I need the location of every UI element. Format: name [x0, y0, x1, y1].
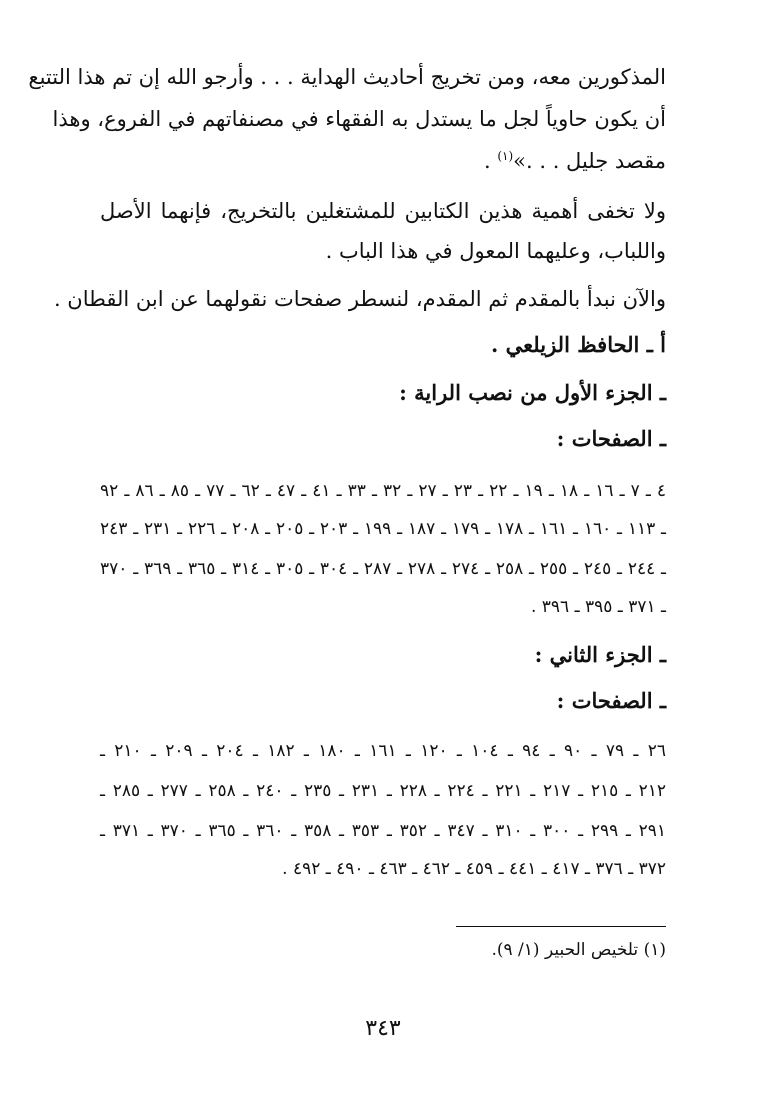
paragraph-1-line-2: أن يكون حاوياً لجل ما يستدل به الفقهاء في مصنفاتهم في الفروع، وهذا: [52, 107, 666, 131]
paragraph-1-line-1: المذكورين معه، ومن تخريج أحاديث الهداية . . . وأرجو الله إن تم هذا التتبع: [28, 65, 666, 89]
paragraph-3: والآن نبدأ بالمقدم ثم المقدم، لنسطر صفحات نقولهما عن ابن القطان .: [53, 287, 666, 311]
part-1-pages-line: ـ ٢٤٤ ـ ٢٤٥ ـ ٢٥٥ ـ ٢٥٨ ـ ٢٧٤ ـ ٢٧٨ ـ ٢٨٧ ـ ٣٠٤ ـ ٣٠٥ ـ ٣١٤ ـ ٣٦٥ ـ ٣٦٩ ـ ٣٧٠: [100, 559, 666, 579]
paragraph-2-line-1: ولا تخفى أهمية هذين الكتابين للمشتغلين بالتخريج، فإنهما الأصل: [100, 199, 666, 223]
paragraph-1-line-3-text: مقصد جليل . . .»: [513, 149, 666, 173]
part-1-heading: ـ الجزء الأول من نصب الراية :: [399, 380, 666, 405]
part-2-pages-label: ـ الصفحات :: [556, 688, 666, 713]
footnote-separator: [456, 926, 666, 927]
part-2-pages-line: ٣٧٢ ـ ٣٧٦ ـ ٤١٧ ـ ٤٤١ ـ ٤٥٩ ـ ٤٦٢ ـ ٤٦٣ ـ ٤٩٠ ـ ٤٩٢ .: [282, 859, 666, 879]
part-1-pages-line: ـ ١١٣ ـ ١٦٠ ـ ١٦١ ـ ١٧٨ ـ ١٧٩ ـ ١٨٧ ـ ١٩٩ ـ ٢٠٣ ـ ٢٠٥ ـ ٢٠٨ ـ ٢٢٦ ـ ٢٣١ ـ ٢٤٣: [100, 519, 666, 539]
part-2-pages-line: ٢٩١ ـ ٢٩٩ ـ ٣٠٠ ـ ٣١٠ ـ ٣٤٧ ـ ٣٥٢ ـ ٣٥٣ ـ ٣٥٨ ـ ٣٦٠ ـ ٣٦٥ ـ ٣٧٠ ـ ٣٧١ ـ: [100, 821, 667, 841]
part-2-heading: ـ الجزء الثاني :: [534, 642, 666, 667]
paragraph-1-line-3: [100, 146, 666, 176]
section-heading-zaylai: أ ـ الحافظ الزيلعي .: [491, 332, 666, 357]
paragraph-1-line-3-end: .: [483, 149, 498, 173]
part-2-pages-line: ٢٦ ـ ٧٩ ـ ٩٠ ـ ٩٤ ـ ١٠٤ ـ ١٢٠ ـ ١٦١ ـ ١٨٠ ـ ١٨٢ ـ ٢٠٤ ـ ٢٠٩ ـ ٢١٠ ـ: [100, 741, 666, 761]
part-1-pages-line: ٤ ـ ٧ ـ ١٦ ـ ١٨ ـ ١٩ ـ ٢٢ ـ ٢٣ ـ ٢٧ ـ ٣٢ ـ ٣٣ ـ ٤١ ـ ٤٧ ـ ٦٢ ـ ٧٧ ـ ٨٥ ـ ٨٦ ـ ٩٢: [100, 481, 667, 501]
part-1-pages-label: ـ الصفحات :: [556, 426, 666, 451]
page-number: ٣٤٣: [365, 1016, 401, 1041]
footnote: (١) تلخيص الحبير (١/ ٩).: [491, 940, 666, 960]
footnote-reference: (١): [497, 149, 514, 163]
paragraph-2-line-2: واللباب، وعليهما المعول في هذا الباب .: [325, 239, 666, 263]
part-2-pages-line: ٢١٢ ـ ٢١٥ ـ ٢١٧ ـ ٢٢١ ـ ٢٢٤ ـ ٢٢٨ ـ ٢٣١ ـ ٢٣٥ ـ ٢٤٠ ـ ٢٥٨ ـ ٢٧٧ ـ ٢٨٥ ـ: [100, 781, 667, 801]
part-1-pages-line: ـ ٣٧١ ـ ٣٩٥ ـ ٣٩٦ .: [530, 597, 666, 617]
